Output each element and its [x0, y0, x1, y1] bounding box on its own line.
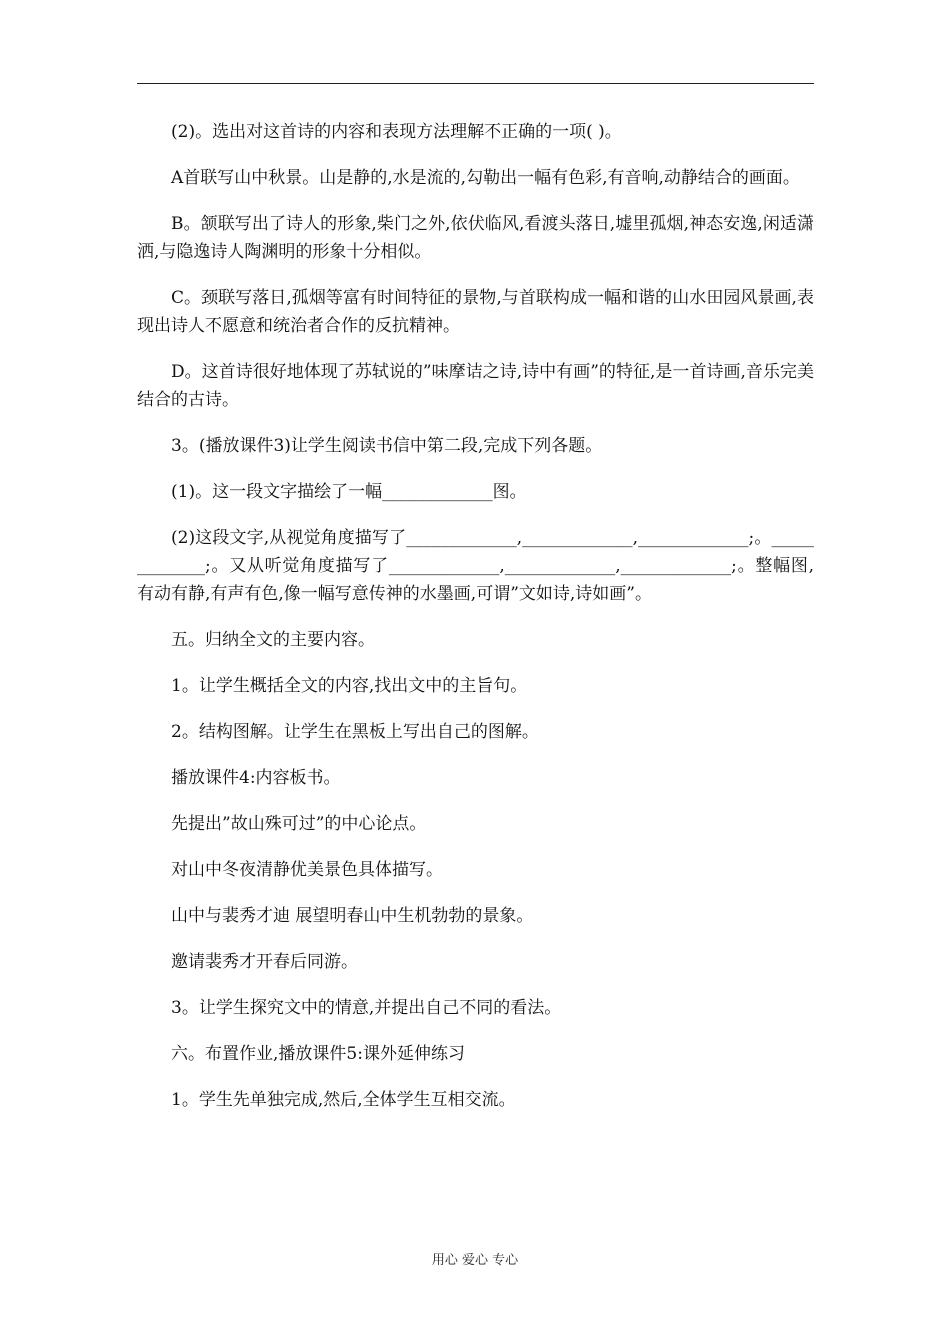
- paragraph: 播放课件4:内容板书。: [171, 768, 341, 788]
- paragraph: 对山中冬夜清静优美景色具体描写。: [171, 860, 443, 880]
- paragraph: 1。让学生概括全文的内容,找出文中的主旨句。: [171, 676, 528, 696]
- paragraph: 先提出”故山殊可过”的中心论点。: [171, 814, 427, 834]
- paragraph: 2。结构图解。让学生在黑板上写出自己的图解。: [171, 722, 539, 742]
- paragraph: D。这首诗很好地体现了苏轼说的”味摩诘之诗,诗中有画”的特征,是一首诗画,音乐完美结合的古诗。: [137, 362, 814, 410]
- paragraph: A首联写山中秋景。山是静的,水是流的,勾勒出一幅有色彩,有音响,动静结合的画面。: [171, 168, 800, 188]
- paragraph: (2)这段文字,从视觉角度描写了_____________,_____________,_____________;。_____________;。又从听觉角度描写了_____________,_____________,_____________;。整幅图,有动有静,有声有色,像一幅写意传神的水墨画,可谓”文如诗,诗如画”。: [137, 528, 814, 604]
- header-rule: [137, 83, 814, 84]
- page-footer: 用心 爱心 专心: [431, 1253, 519, 1268]
- paragraph: (1)。这一段文字描绘了一幅_____________图。: [171, 482, 527, 502]
- paragraph: 1。学生先单独完成,然后,全体学生互相交流。: [171, 1090, 516, 1110]
- paragraph: 邀请裴秀才开春后同游。: [171, 952, 358, 972]
- paragraph: C。颈联写落日,孤烟等富有时间特征的景物,与首联构成一幅和谐的山水田园风景画,表现出诗人不愿意和统治者合作的反抗精神。: [137, 288, 814, 336]
- paragraph: (2)。选出对这首诗的内容和表现方法理解不正确的一项( )。: [171, 122, 622, 142]
- paragraph: 3。让学生探究文中的情意,并提出自己不同的看法。: [171, 998, 562, 1018]
- document-body: [137, 118, 814, 1132]
- paragraph: 五。归纳全文的主要内容。: [171, 630, 375, 650]
- paragraph: 山中与裴秀才迪 展望明春山中生机勃勃的景象。: [171, 906, 534, 926]
- paragraph: 3。(播放课件3)让学生阅读书信中第二段,完成下列各题。: [171, 436, 603, 456]
- paragraph: B。颔联写出了诗人的形象,柴门之外,依伏临风,看渡头落日,墟里孤烟,神态安逸,闲适潇洒,与隐逸诗人陶渊明的形象十分相似。: [137, 214, 814, 262]
- paragraph: 六。布置作业,播放课件5:课外延伸练习: [171, 1044, 465, 1064]
